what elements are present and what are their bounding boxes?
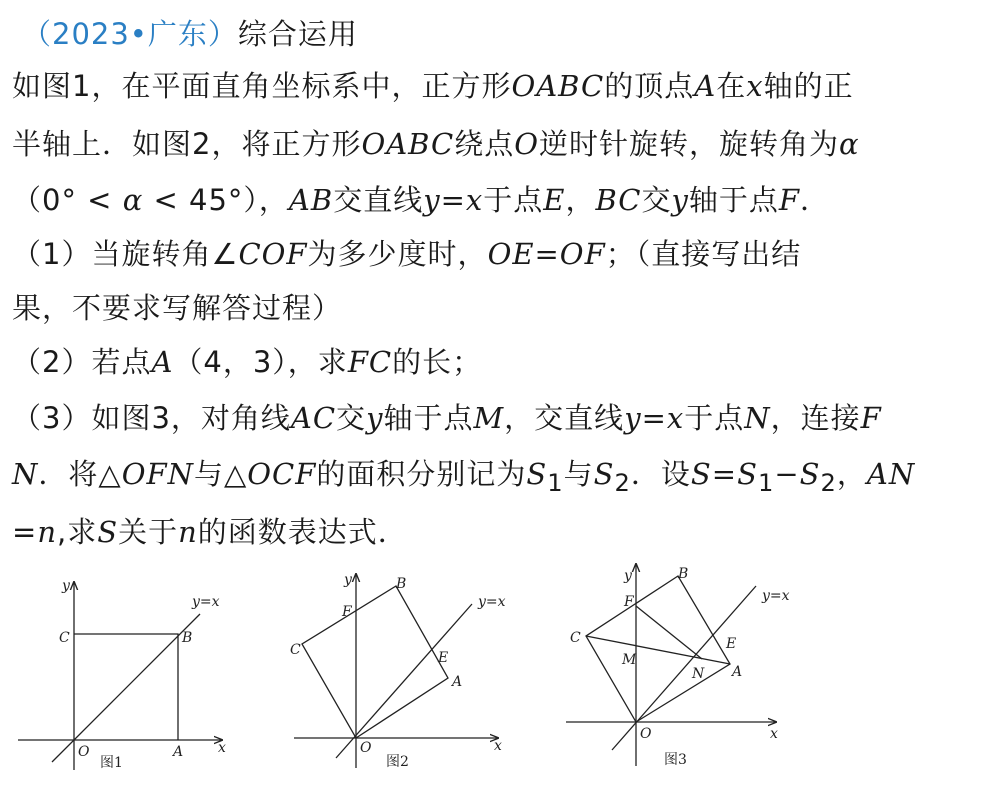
math: N [744,401,771,435]
text: 在 [716,69,747,103]
label-a: A [732,664,743,680]
math: S [97,515,119,549]
math: AN [866,457,916,491]
math: OFN [121,457,194,491]
math: y=x [423,183,484,217]
label-e: E [726,636,737,652]
label-a: A [173,744,184,760]
problem-line-1 [12,66,854,106]
problem-line-9 [12,512,408,552]
math: α [839,127,860,161]
text: 的顶点 [604,69,695,103]
math: α [122,183,144,217]
math: S=S [690,457,758,491]
math: E [543,183,566,217]
text: 轴于点 [688,183,779,217]
label-b: B [678,566,689,582]
math: y [366,401,384,435]
label-f: F [624,594,634,610]
text: （2）若点 [12,345,152,379]
text: < 45°）， [143,183,289,217]
math: M [473,401,505,435]
text: 的长； [392,345,483,379]
label-e: E [438,650,449,666]
problem-header [22,14,358,54]
text: 果，不要求写解答过程） [12,291,343,325]
label-a: A [452,674,463,690]
math: OABC [511,69,605,103]
text: （4，3），求 [173,345,348,379]
math: COF [238,237,308,271]
text: 与 [563,457,594,491]
problem-line-5 [12,288,342,328]
text: ． [800,183,831,217]
text: 的面积分别记为 [316,457,527,491]
math: n [37,515,57,549]
math: O [514,127,540,161]
text: 半轴上．如图2，将正方形 [12,127,362,161]
label-x: x [218,740,226,756]
label-x: x [770,726,778,742]
math: y [671,183,689,217]
problem-line-7 [12,398,882,438]
text: 于点 [684,401,745,435]
text: 的函数表达式． [197,515,408,549]
label-n: N [692,666,705,682]
text: （0° < [12,183,123,217]
label-y: y [344,572,352,588]
label-x: x [494,738,502,754]
text: 关于 [118,515,179,549]
math: S [593,457,615,491]
text: ；（直接写出结 [605,237,802,271]
text: 交 [336,401,367,435]
text: ．将△ [38,457,122,491]
label-o: O [640,726,652,742]
math: BC [595,183,642,217]
source-tag: （2023•广东） [22,17,238,51]
math: AC [290,401,337,435]
text: ,求 [57,515,98,549]
text: （3）如图3，对角线 [12,401,291,435]
math: n [178,515,198,549]
text: 为多少度时， [307,237,488,271]
math: A [694,69,717,103]
problem-line-2 [12,124,860,164]
text: 如图1，在平面直角坐标系中，正方形 [12,69,512,103]
text: 逆时针旋转，旋转角为 [539,127,840,161]
text: ．设 [630,457,691,491]
problem-line-8 [12,454,915,503]
problem-line-4 [12,234,801,274]
text: ，交直线 [504,401,625,435]
text: （1）当旋转角∠ [12,237,239,271]
math: −S [774,457,821,491]
text: ， [836,457,867,491]
question-type: 综合运用 [237,17,358,51]
math: F [778,183,801,217]
math: OCF [247,457,317,491]
text: 交直线 [333,183,424,217]
label-c: C [570,630,581,646]
text: 轴的正 [763,69,854,103]
math: A [151,345,174,379]
square-oabc [586,576,730,722]
figure-caption: 图2 [386,754,409,770]
label-o: O [78,744,90,760]
label-y: y [62,578,70,594]
label-line: y=x [478,594,506,610]
subscript: 1 [547,468,564,497]
text: 交 [641,183,672,217]
problem-line-6 [12,342,482,382]
math: OABC [361,127,455,161]
text: ，连接 [770,401,861,435]
figure-2 [290,560,520,780]
label-f: F [342,604,352,620]
figure-caption: 图3 [664,752,687,768]
subscript: 1 [757,468,775,497]
math: y=x [624,401,685,435]
math: N [12,457,39,491]
figure-1 [12,560,252,780]
figure-3 [560,560,800,780]
text: ， [565,183,596,217]
label-o: O [360,740,372,756]
label-c: C [290,642,301,658]
math: AB [288,183,334,217]
text: = [12,515,38,549]
label-b: B [396,576,407,592]
math: x [746,69,764,103]
text: 绕点 [454,127,515,161]
label-m: M [622,652,637,668]
square-oabc [302,586,448,738]
math: F [860,401,882,435]
subscript: 2 [614,468,631,497]
segment-fn [636,606,702,659]
figure-caption: 图1 [100,755,123,771]
math: S [526,457,548,491]
subscript: 2 [820,468,837,497]
label-b: B [182,630,193,646]
math: OE=OF [487,237,606,271]
label-y: y [624,568,632,584]
text: 与△ [193,457,248,491]
text: 轴于点 [383,401,474,435]
math: FC [347,345,393,379]
label-c: C [59,630,70,646]
text: 于点 [483,183,544,217]
label-line: y=x [192,594,220,610]
label-line: y=x [762,588,790,604]
problem-line-3 [12,180,830,220]
